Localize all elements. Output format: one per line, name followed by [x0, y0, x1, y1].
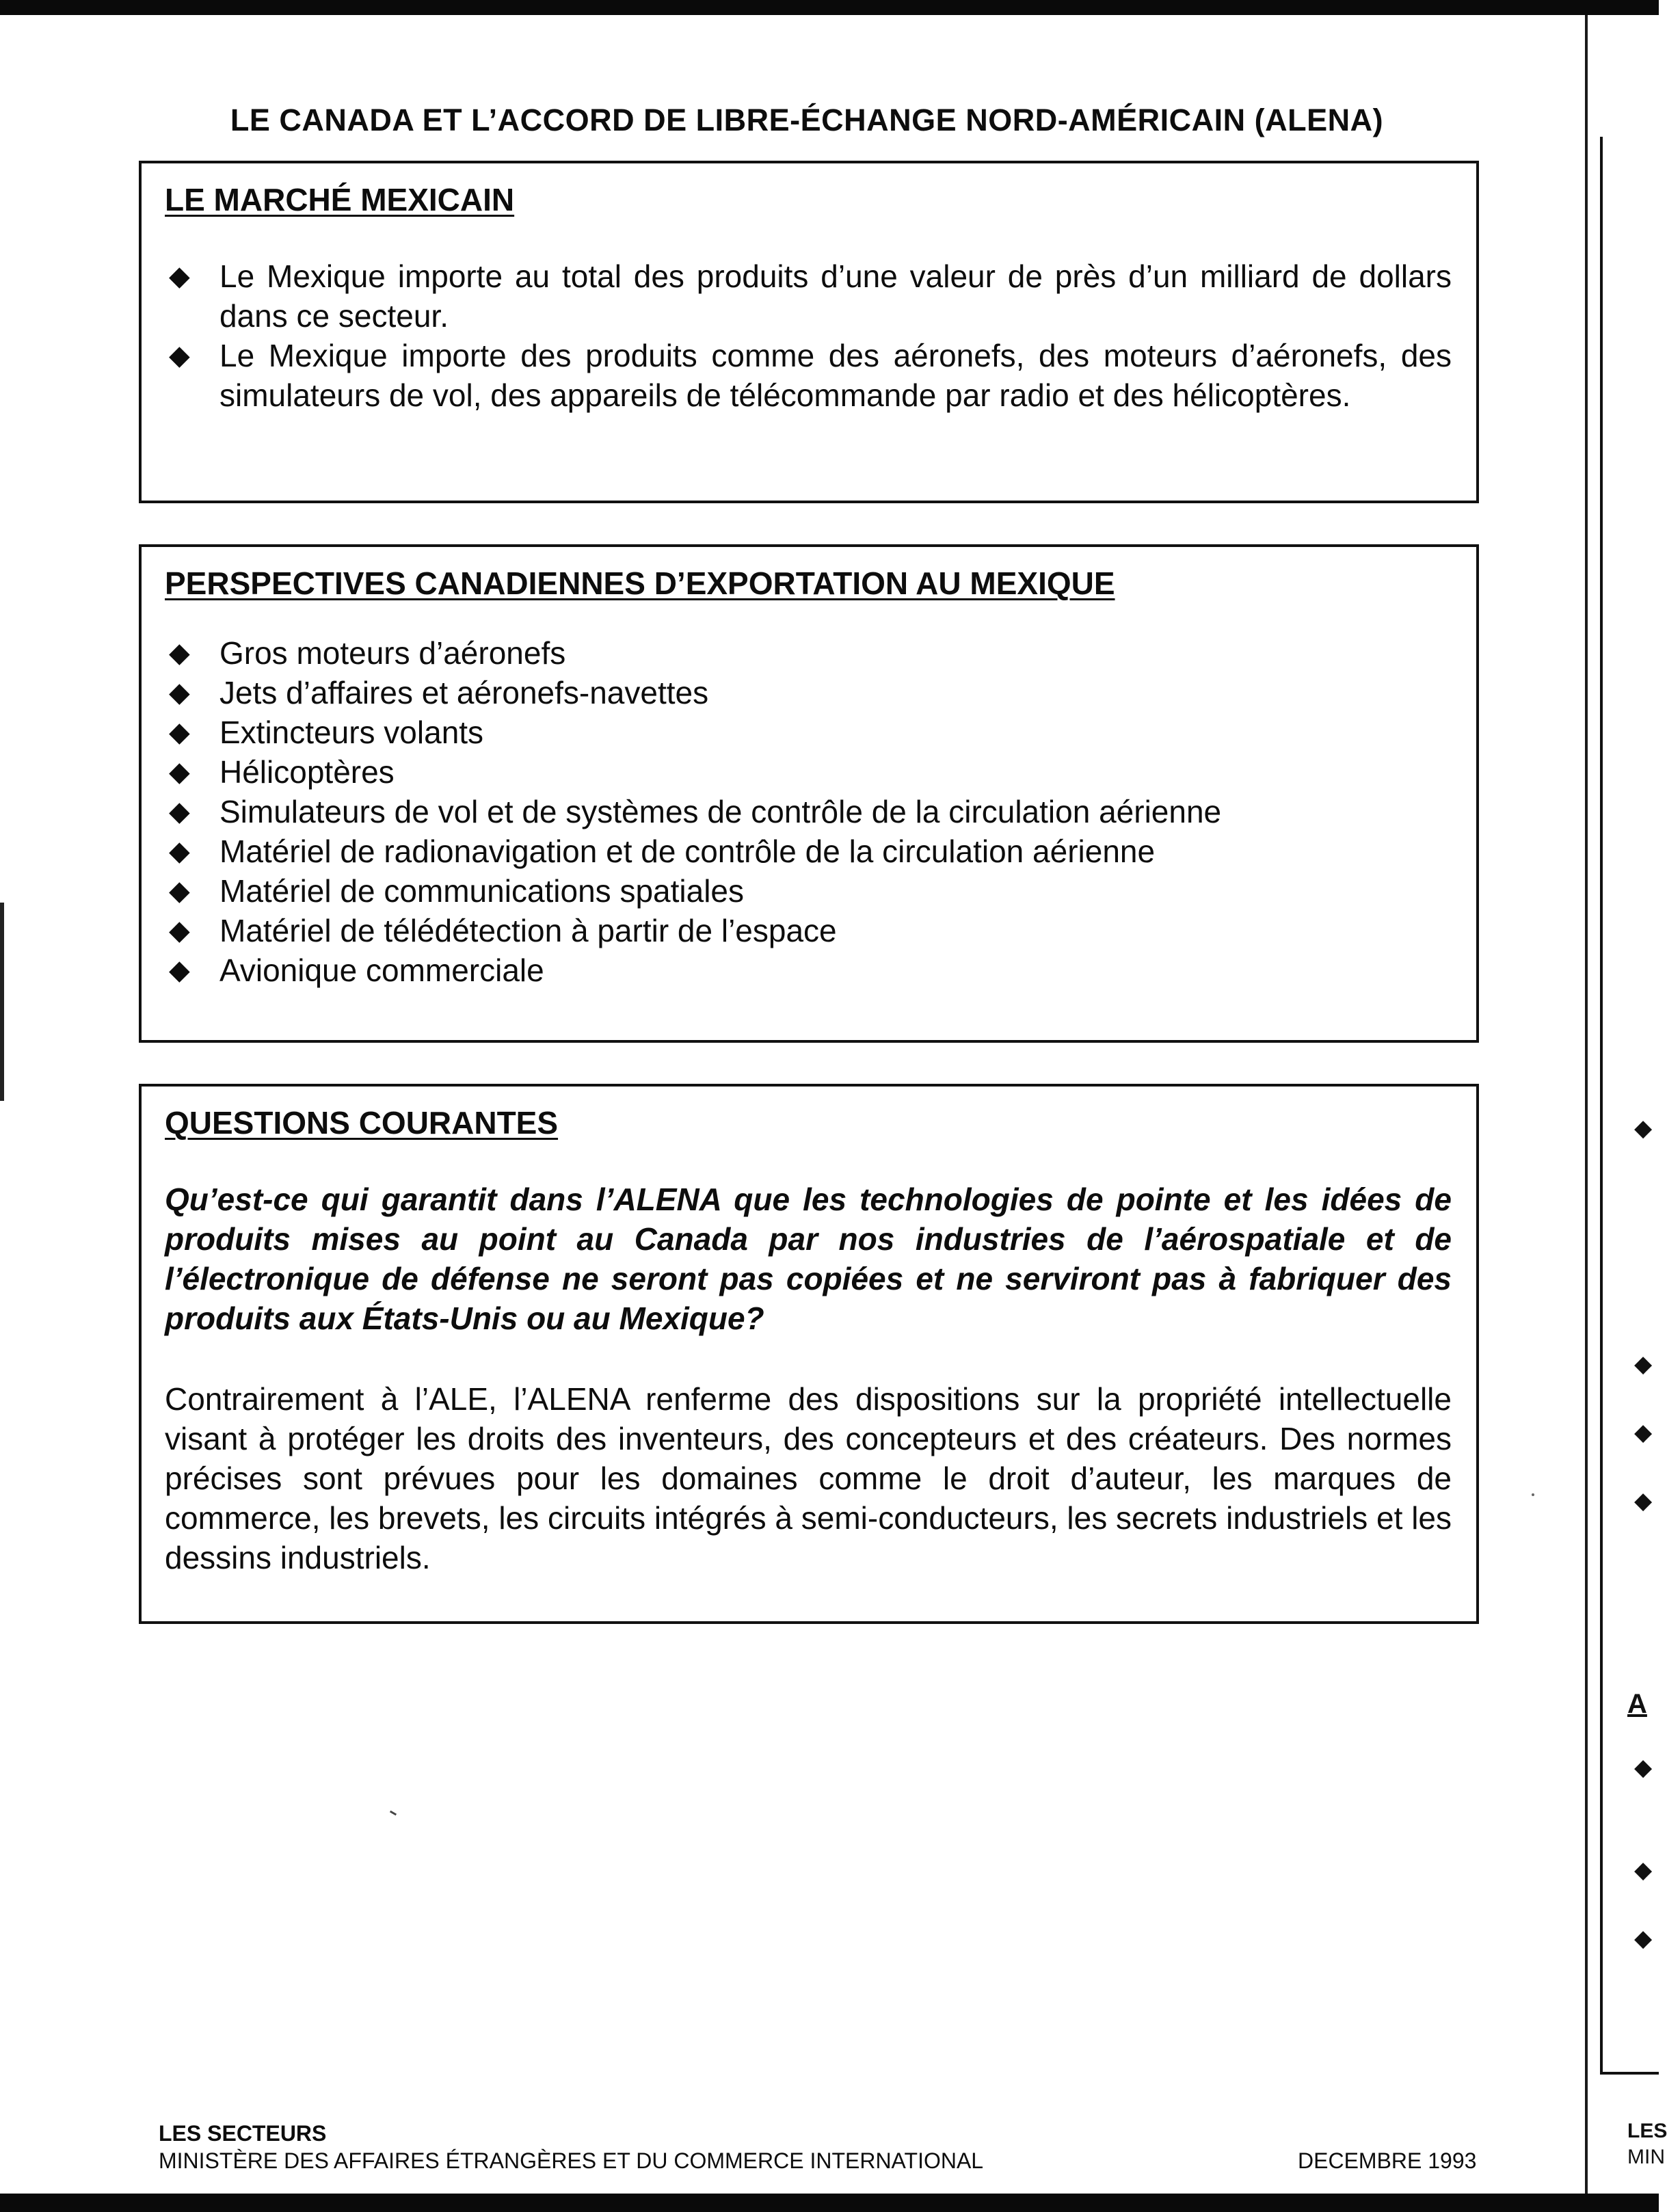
diamond-bullet-icon: ◆ [169, 955, 190, 985]
adjacent-page-footer-fragment-1: LES [1627, 2120, 1667, 2142]
scan-speck [390, 1811, 397, 1816]
common-questions-box [139, 1084, 1479, 1624]
scan-border-bottom [0, 2194, 1659, 2212]
page-gutter-line [1585, 15, 1588, 2196]
list-item-text: Extincteurs volants [219, 715, 484, 750]
list-item [165, 336, 1452, 415]
list-item-text: Le Mexique importe des produits comme des aéronefs, des moteurs d’aéronefs, des simulateurs de vol, des appareils de télécommande par radio et des hélicoptères. [219, 338, 1452, 413]
adjacent-page-box-bottom [1600, 2072, 1659, 2075]
list-item [165, 256, 1452, 336]
list-item [165, 792, 1452, 831]
list-item-text: Gros moteurs d’aéronefs [219, 635, 566, 671]
list-item-text: Jets d’affaires et aéronefs-navettes [219, 675, 709, 710]
answer-text: Contrairement à l’ALE, l’ALENA renferme des dispositions sur la propriété intellectuelle visant à protéger les droits des inventeurs, des concepteurs et des créateurs. Des normes précises sont prévues pour les domaines comme le droit d’auteur, les marques de commerce, les brevets, les circuits intégrés à semi-conducteurs, les secrets industriels et les dessins industriels. [165, 1381, 1452, 1575]
list-item [165, 673, 1452, 712]
list-item-text: Matériel de radionavigation et de contrôle de la circulation aérienne [219, 834, 1156, 869]
diamond-bullet-icon: ◆ [169, 341, 190, 371]
diamond-bullet-icon: ◆ [169, 638, 190, 668]
footer-ministry: MINISTÈRE DES AFFAIRES ÉTRANGÈRES ET DU COMMERCE INTERNATIONAL [159, 2148, 984, 2173]
footer-series: LES SECTEURS [159, 2121, 327, 2146]
adjacent-page-footer-fragment-2: MIN [1627, 2146, 1665, 2168]
diamond-bullet-icon: ◆ [169, 678, 190, 708]
footer-date: DECEMBRE 1993 [1298, 2148, 1477, 2173]
question-text: Qu’est-ce qui garantit dans l’ALENA que les technologies de pointe et les idées de produits mises au point au Canada par nos industries de l’aérospatiale et de l’électronique de défense ne seront pas copiées et ne serviront pas à fabriquer des produits aux États-Unis ou au Mexique? [165, 1182, 1452, 1336]
diamond-bullet-icon: ◆ [169, 261, 190, 291]
list-item [165, 712, 1452, 752]
list-item-text: Matériel de communications spatiales [219, 873, 745, 909]
adjacent-diamond-icon: ◆ [1634, 1351, 1653, 1377]
list-item-text: Hélicoptères [219, 754, 395, 790]
adjacent-diamond-icon: ◆ [1634, 1925, 1653, 1951]
adjacent-diamond-icon: ◆ [1634, 1755, 1653, 1781]
scan-speck [1532, 1493, 1534, 1496]
diamond-bullet-icon: ◆ [169, 836, 190, 866]
list-item [165, 871, 1452, 911]
list-item-text: Le Mexique importe au total des produits d’une valeur de près d’un milliard de dollars dans ce secteur. [219, 258, 1452, 334]
page-title: LE CANADA ET L’ACCORD DE LIBRE-ÉCHANGE NORD-AMÉRICAIN (ALENA) [230, 103, 1384, 138]
scan-border-top [0, 0, 1659, 15]
adjacent-diamond-icon: ◆ [1634, 1488, 1653, 1514]
diamond-bullet-icon: ◆ [169, 876, 190, 906]
mexican-market-box [139, 161, 1479, 503]
list-item [165, 831, 1452, 871]
list-item [165, 911, 1452, 950]
adjacent-page-box-edge [1600, 137, 1603, 2075]
list-item [165, 752, 1452, 792]
footer-publisher [159, 2120, 983, 2174]
list-item [165, 950, 1452, 990]
diamond-bullet-icon: ◆ [169, 916, 190, 946]
scan-border-left-mark [0, 903, 4, 1101]
diamond-bullet-icon: ◆ [169, 797, 190, 827]
list-item [165, 633, 1452, 673]
adjacent-diamond-icon: ◆ [1634, 1420, 1653, 1445]
diamond-bullet-icon: ◆ [169, 717, 190, 747]
list-item-text: Avionique commerciale [219, 952, 544, 988]
list-item-text: Matériel de télédétection à partir de l’espace [219, 913, 837, 948]
export-prospects-box [139, 544, 1479, 1043]
diamond-bullet-icon: ◆ [169, 757, 190, 787]
adjacent-diamond-icon: ◆ [1634, 1857, 1653, 1883]
adjacent-page-heading-fragment: A [1627, 1689, 1647, 1719]
adjacent-diamond-icon: ◆ [1634, 1115, 1653, 1141]
common-questions-heading: QUESTIONS COURANTES [165, 1105, 559, 1141]
list-item-text: Simulateurs de vol et de systèmes de contrôle de la circulation aérienne [219, 794, 1222, 829]
export-prospects-list [165, 633, 1452, 990]
mexican-market-heading: LE MARCHÉ MEXICAIN [165, 182, 515, 217]
mexican-market-list [165, 256, 1452, 415]
export-prospects-heading: PERSPECTIVES CANADIENNES D’EXPORTATION AU MEXIQUE [165, 565, 1115, 601]
